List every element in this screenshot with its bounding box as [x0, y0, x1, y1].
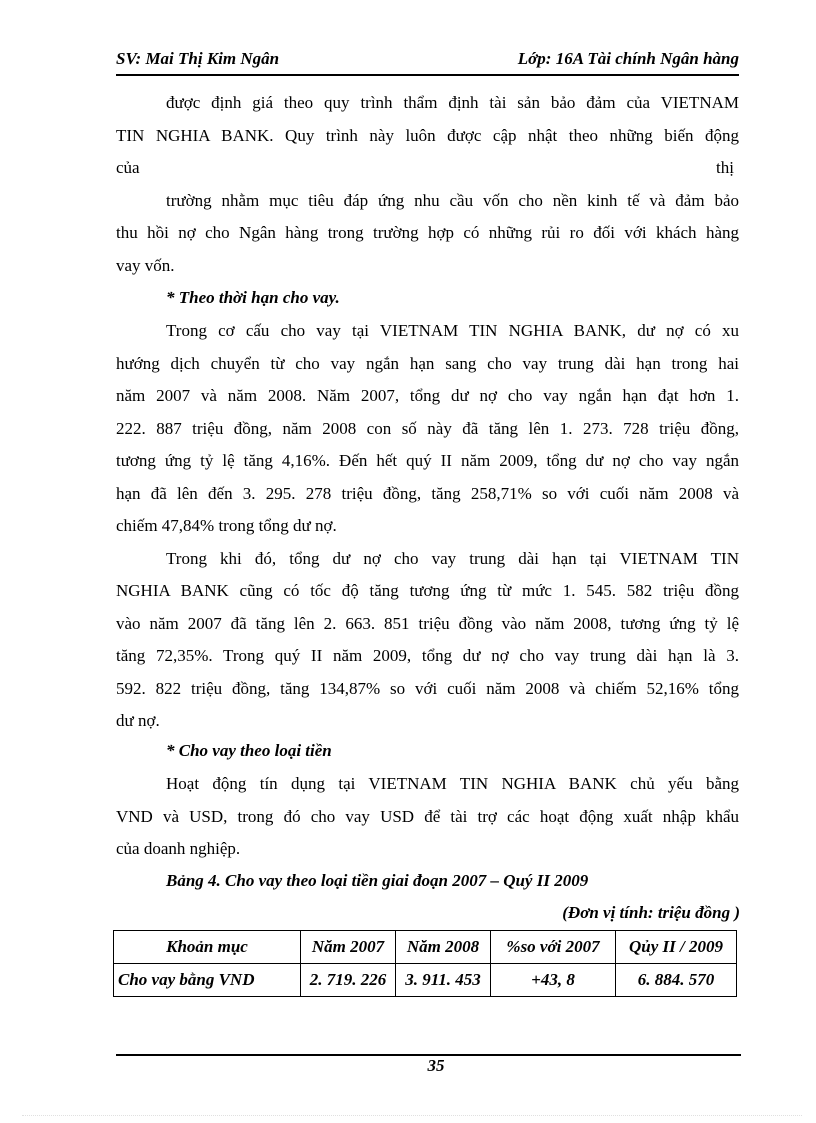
loan-currency-table — [113, 930, 737, 997]
table-header-cell: Năm 2008 — [396, 931, 491, 964]
table-caption: Bảng 4. Cho vay theo loại tiền giai đoạn 2007 – Quý II 2009 — [166, 871, 589, 890]
table-cell: 2. 719. 226 — [301, 964, 396, 997]
text-line: 592. 822 triệu đồng, tăng 134,87% so với cuối năm 2008 và chiếm 52,16% tổng — [116, 679, 739, 698]
text-line: Trong cơ cấu cho vay tại VIETNAM TIN NGHIA BANK, dư nợ có xu — [166, 321, 739, 340]
student-name: SV: Mai Thị Kim Ngân — [116, 49, 280, 68]
table-header-cell: %so với 2007 — [491, 931, 616, 964]
text-line: Trong khi đó, tổng dư nợ cho vay trung dài hạn tại VIETNAM TIN — [166, 549, 739, 568]
text-line: thị — [716, 158, 734, 177]
text-line: trường nhằm mục tiêu đáp ứng nhu cầu vốn cho nền kinh tế và đảm bảo — [166, 191, 739, 210]
class-name: Lớp: 16A Tài chính Ngân hàng — [517, 49, 739, 68]
text-line: hướng dịch chuyển từ cho vay ngắn hạn sang cho vay trung dài hạn trong hai — [116, 354, 739, 373]
section-heading: * Cho vay theo loại tiền — [166, 741, 332, 760]
table-header-cell: Qủy II / 2009 — [616, 931, 737, 964]
text-line: NGHIA BANK cũng có tốc độ tăng tương ứng từ mức 1. 545. 582 triệu đồng — [116, 581, 739, 600]
text-line: chiếm 47,84% trong tổng dư nợ. — [116, 516, 337, 535]
text-line: vào năm 2007 đã tăng lên 2. 663. 851 triệu đồng vào năm 2008, tương ứng tỷ lệ — [116, 614, 739, 633]
text-line: Hoạt động tín dụng tại VIETNAM TIN NGHIA BANK chủ yếu bằng — [166, 774, 739, 793]
text-line: tương ứng tỷ lệ tăng 4,16%. Đến hết quý II năm 2009, tổng dư nợ cho vay ngắn — [116, 451, 739, 470]
table-cell: 6. 884. 570 — [616, 964, 737, 997]
section-heading: * Theo thời hạn cho vay. — [166, 288, 340, 307]
text-line: vay vốn. — [116, 256, 175, 275]
text-line: dư nợ. — [116, 711, 160, 730]
text-line: 222. 887 triệu đồng, năm 2008 con số này đã tăng lên 1. 273. 728 triệu đồng, — [116, 419, 739, 438]
table-cell: +43, 8 — [491, 964, 616, 997]
text-line: được định giá theo quy trình thẩm định tài sản bảo đảm của VIETNAM — [166, 93, 739, 112]
page-edge-divider — [22, 1115, 802, 1116]
page-header — [116, 46, 739, 76]
table-cell: 3. 911. 453 — [396, 964, 491, 997]
table-row — [114, 964, 737, 997]
table-header-cell: Năm 2007 — [301, 931, 396, 964]
text-line: của — [116, 158, 140, 177]
table-header-row — [114, 931, 737, 964]
page-number: 35 — [427, 1056, 445, 1075]
table-cell: Cho vay bằng VND — [114, 964, 301, 997]
text-line: thu hồi nợ cho Ngân hàng trong trường hợp có những rủi ro đối với khách hàng — [116, 223, 739, 242]
text-line: TIN NGHIA BANK. Quy trình này luôn được cập nhật theo những biến động — [116, 126, 739, 145]
text-line: hạn đã lên đến 3. 295. 278 triệu đồng, tăng 258,71% so với cuối năm 2008 và — [116, 484, 739, 503]
table-header-cell: Khoản mục — [114, 931, 301, 964]
text-line: của doanh nghiệp. — [116, 839, 241, 858]
text-line: năm 2007 và năm 2008. Năm 2007, tổng dư nợ cho vay ngắn hạn đạt hơn 1. — [116, 386, 739, 405]
text-line: tăng 72,35%. Trong quý II năm 2009, tổng dư nợ cho vay trung dài hạn là 3. — [116, 646, 739, 665]
text-line: VND và USD, trong đó cho vay USD để tài trợ các hoạt động xuất nhập khẩu — [116, 807, 739, 826]
table-unit: (Đơn vị tính: triệu đồng ) — [562, 903, 740, 922]
